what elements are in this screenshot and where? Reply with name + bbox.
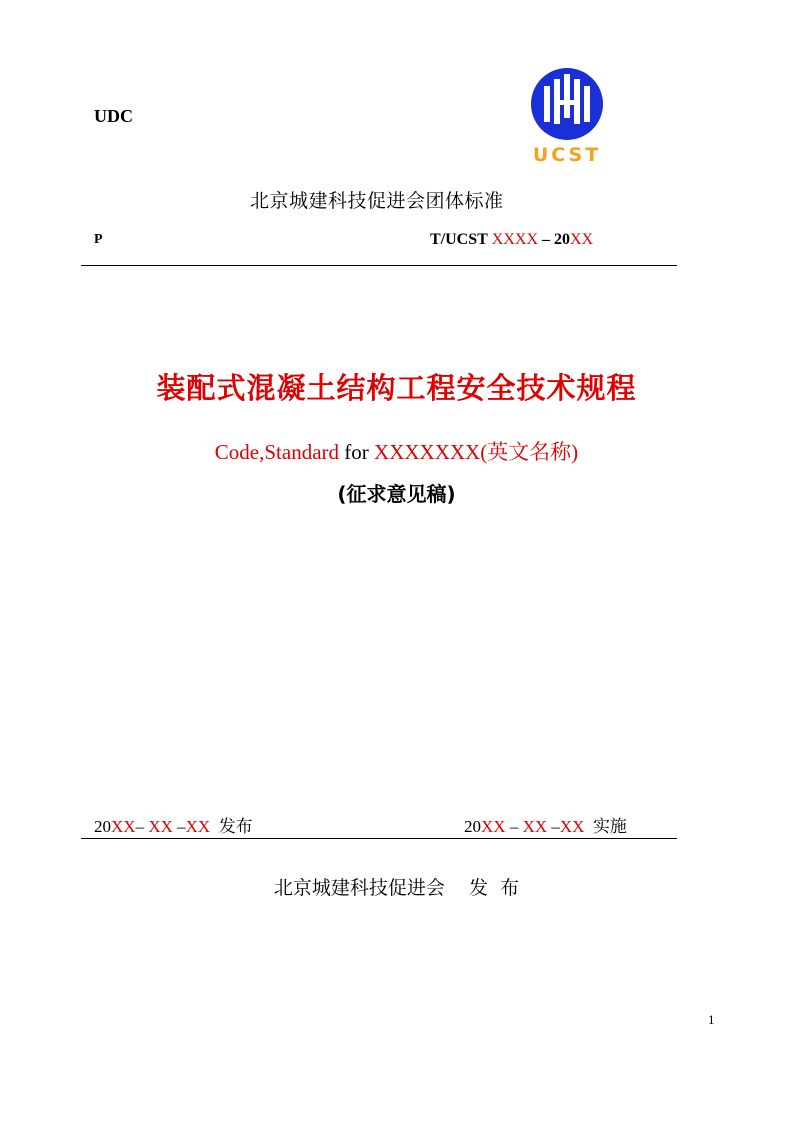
standard-dash: – — [538, 231, 555, 248]
classification-code: P — [94, 232, 103, 247]
implement-label: 实施 — [592, 817, 627, 837]
publish-sep2: – — [172, 817, 186, 836]
implement-year-suffix: XX — [481, 817, 506, 836]
standard-prefix: T/UCST — [430, 231, 488, 248]
implement-year-prefix: 20 — [464, 817, 481, 836]
implement-sep1: – — [505, 817, 523, 836]
english-title-part1: Code,Standard — [214, 440, 340, 464]
page-number: 1 — [708, 1012, 715, 1027]
udc-label: UDC — [94, 106, 133, 126]
implement-month: XX — [522, 817, 548, 836]
document-title: 装配式混凝土结构工程安全技术规程 — [156, 371, 637, 405]
publish-sep1: – — [135, 817, 149, 836]
publish-label: 发布 — [218, 817, 253, 837]
publish-day: XX — [185, 817, 211, 836]
english-title-for: for — [344, 440, 369, 464]
draft-note: (征求意见稿) — [337, 482, 456, 506]
ucst-logo-icon — [515, 66, 619, 164]
date-divider — [81, 838, 677, 839]
logo-text: UCST — [532, 144, 602, 164]
implement-day: XX — [559, 817, 585, 836]
implement-date — [464, 812, 627, 837]
publisher-line: 北京城建科技促进会 发 布 — [273, 877, 520, 899]
document-title-english — [0, 436, 793, 466]
standard-number — [430, 231, 593, 249]
publish-year-prefix: 20 — [94, 817, 111, 836]
publish-year-suffix: XX — [111, 817, 136, 836]
publish-month: XX — [148, 817, 173, 836]
implement-sep2: – — [547, 817, 560, 836]
english-title-part2: XXXXXXX(英文名称) — [374, 440, 579, 464]
org-standard-heading: 北京城建科技促进会团体标准 — [250, 190, 504, 212]
header-divider — [81, 265, 677, 266]
standard-year-suffix: XX — [570, 231, 594, 248]
publish-date — [94, 812, 253, 837]
standard-year-prefix: 20 — [554, 231, 571, 248]
standard-code: XXXX — [491, 231, 539, 248]
